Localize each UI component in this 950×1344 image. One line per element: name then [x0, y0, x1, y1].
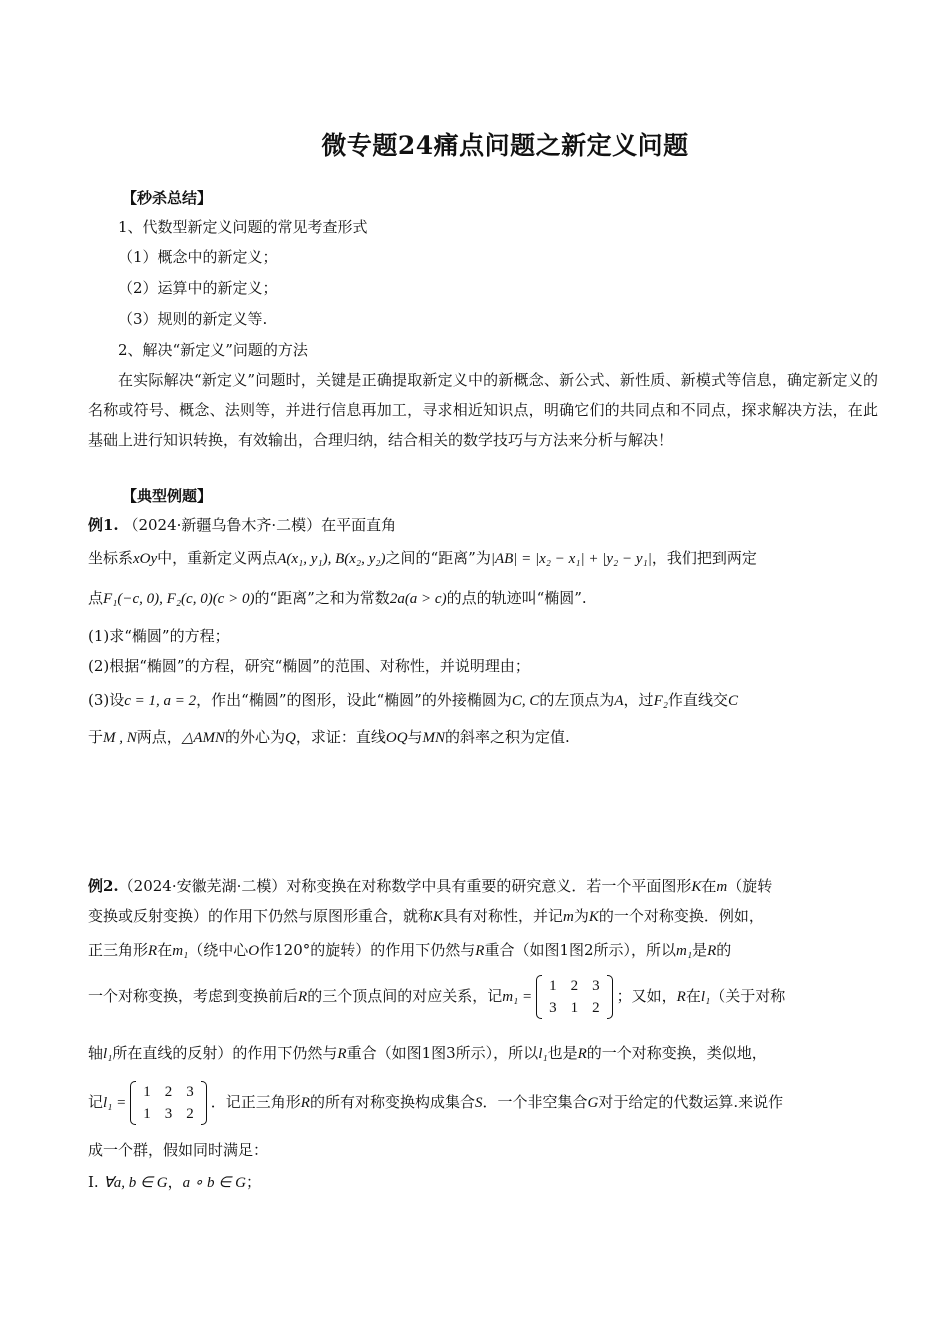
summary-item-2: 2、解决“新定义”问题的方法	[118, 341, 308, 359]
example-1-label: 例1.	[88, 516, 119, 534]
example-2-label: 例2.	[88, 877, 119, 895]
matrix-m1: 1 2 3 3 1 2	[536, 975, 613, 1019]
page-title: 微专题24痛点问题之新定义问题	[321, 131, 689, 160]
summary-body: 在实际解决“新定义”问题时，关键是正确提取新定义中的新概念、新公式、新性质、新模式等信息，确定新定义的名称或符号、概念、法则等，并进行信息再加工，寻求相近知识点，明确它们的共同点和不同点，探求解决方法，在此基础上进行知识转换，有效输出，合理归纳，结合相关的数学技巧与方法来分析与解决！	[88, 371, 878, 449]
summary-heading: 【秒杀总结】	[122, 189, 213, 207]
example-2-line-5: 轴l₁所在直线的反射）的作用下仍然与R重合（如图1图3所示），所以l₁也是R的一个对称变换，类似地，	[88, 1044, 767, 1062]
example-1-question-2: (2)根据“椭圆”的方程，研究“椭圆”的范围、对称性，并说明理由；	[88, 657, 530, 675]
example-2-line-4: 一个对称变换，考虑到变换前后R的三个顶点间的对应关系，记m₁ = 1 2 3 3 1 2 ；又如，R在l₁（关于对称	[88, 972, 785, 1021]
summary-sub-3: （3）规则的新定义等.	[118, 310, 268, 328]
summary-sub-2: （2）运算中的新定义；	[118, 279, 278, 297]
example-2-line-8: I. ∀a, b ∈ G，a ∘ b ∈ G；	[88, 1173, 261, 1191]
example-2-line-2: 变换或反射变换）的作用下仍然与原图形重合，就称K具有对称性，并记m为K的一个对称变换．例如，	[88, 907, 764, 925]
examples-heading: 【典型例题】	[122, 487, 213, 505]
example-2-line-6: 记l₁ = 1 2 3 1 3 2 ．记正三角形R的所有对称变换构成集合S．一个非空集合G对于给定的代数运算.来说作	[88, 1078, 783, 1127]
example-1-question-3-cont: 于M , N两点，△AMN的外心为Q，求证：直线OQ与MN的斜率之积为定值.	[88, 728, 570, 746]
example-2-line-3: 正三角形R在m₁（绕中心O作120°的旋转）的作用下仍然与R重合（如图1图2所示），所以m₁是R的	[88, 941, 732, 959]
example-2-line-1: 例2.（2024·安徽芜湖·二模）对称变换在对称数学中具有重要的研究意义．若一个平面图形K在m（旋转	[88, 877, 773, 895]
matrix-l1: 1 2 3 1 3 2	[130, 1081, 207, 1125]
summary-item-1: 1、代数型新定义问题的常见考查形式	[118, 218, 368, 236]
example-1-question-1: (1)求“椭圆”的方程；	[88, 627, 230, 645]
summary-sub-1: （1）概念中的新定义；	[118, 248, 278, 266]
example-1-line-2: 坐标系xOy中，重新定义两点A(x₁, y₁), B(x₂, y₂)之间的“距离”为|AB| = |x₂ − x₁| + |y₂ − y₁|，我们把到两定	[88, 549, 757, 567]
example-1-question-3: (3)设c = 1, a = 2，作出“椭圆”的图形，设此“椭圆”的外接椭圆为C, C的左顶点为A，过F₂作直线交C	[88, 691, 738, 709]
example-1-line-1: 例1. （2024·新疆乌鲁木齐·二模）在平面直角	[88, 516, 397, 534]
example-2-line-7: 成一个群，假如同时满足：	[88, 1141, 269, 1159]
example-1-line-3: 点F₁(−c, 0), F₂(c, 0)(c > 0)的“距离”之和为常数2a(a > c)的点的轨迹叫“椭圆”.	[88, 589, 587, 607]
